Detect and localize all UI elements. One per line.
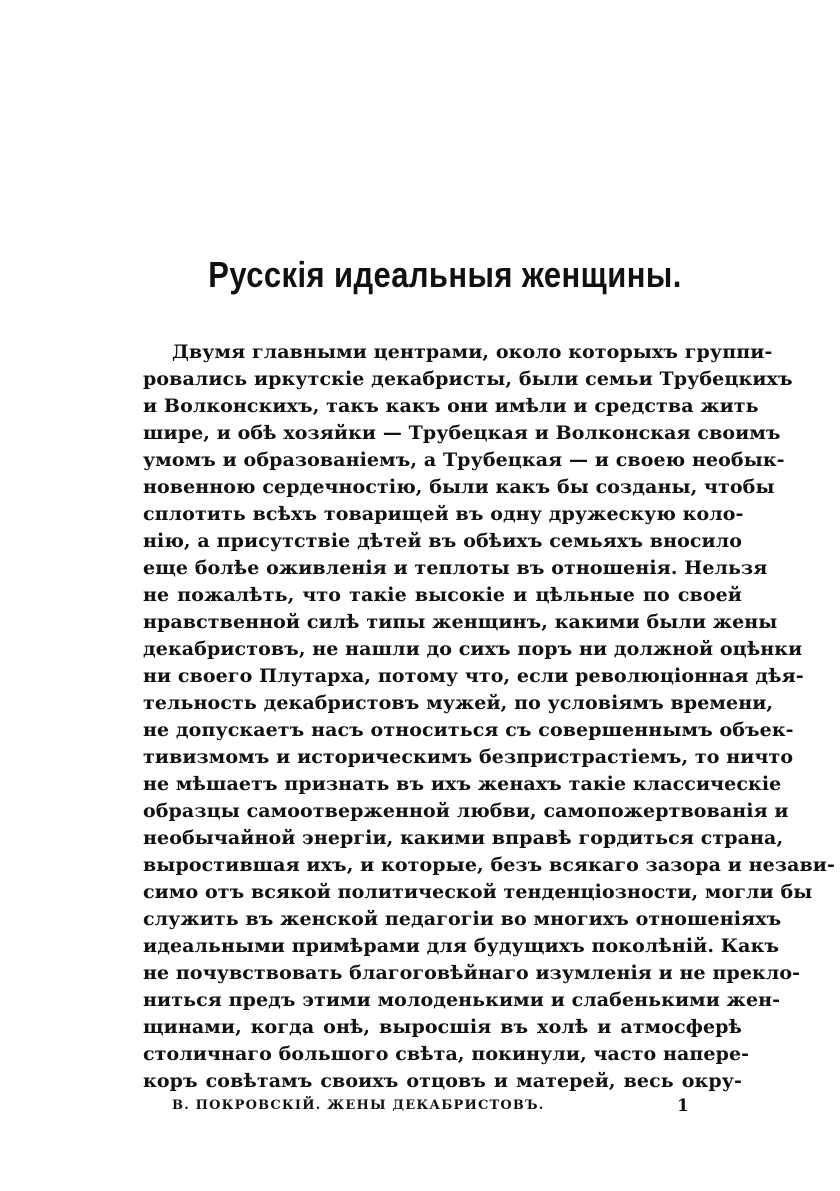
text-line: идеальными примѣрами для будущихъ поколѣній. Какъ [143, 935, 780, 957]
text-line: и Волконскихъ, такъ какъ они имѣли и средства жить [143, 395, 759, 417]
text-line: Двумя главными центрами, около которыхъ группи- [172, 341, 773, 363]
text-line: умомъ и образованіемъ, а Трубецкая — и своею необык- [143, 449, 785, 471]
page-number: 1 [677, 1096, 689, 1116]
text-line: не мѣшаетъ признать въ ихъ женахъ такіе классическіе [143, 773, 782, 795]
page-footer [172, 1098, 692, 1120]
text-line: коръ совѣтамъ своихъ отцовъ и матерей, весь окру- [143, 1070, 742, 1092]
text-line: еще болѣе оживленія и теплоты въ отношенія. Нельзя [143, 557, 768, 579]
footer-signature: В. ПОКРОВСКІЙ. ЖЕНЫ ДЕКАБРИСТОВЪ. [172, 1098, 545, 1113]
text-line: образцы самоотверженной любви, самопожертвованія и [143, 800, 789, 822]
text-line: декабристовъ, не нашли до сихъ поръ ни должной оцѣнки [143, 638, 803, 660]
text-line: сплотить всѣхъ товарищей въ одну дружескую коло- [143, 503, 744, 525]
text-line: тивизмомъ и историческимъ безпристрастіемъ, то ничто [143, 746, 794, 768]
body-text [143, 339, 835, 1095]
text-line: ни своего Плутарха, потому что, если революціонная дѣя- [143, 665, 804, 687]
text-line: щинами, когда онѣ, выросшія въ холѣ и атмосферѣ [143, 1016, 742, 1038]
text-line: служить въ женской педагогіи во многихъ отношеніяхъ [143, 908, 782, 930]
text-line: нравственной силѣ типы женщинъ, какими были жены [143, 611, 778, 633]
text-line: не пожалѣть, что такіе высокіе и цѣльные по своей [143, 584, 742, 606]
text-line: тельность декабристовъ мужей, по условіямъ времени, [143, 692, 774, 714]
text-line: столичнаго большого свѣта, покинули, часто напере- [143, 1043, 750, 1065]
text-line: нію, а присутствіе дѣтей въ обѣихъ семьяхъ вносило [143, 530, 742, 552]
text-line: не допускаетъ насъ относиться съ совершеннымъ объек- [143, 719, 794, 741]
text-line: новенною сердечностію, были какъ бы созданы, чтобы [143, 476, 775, 498]
chapter-title: Русскія идеальныя женщины. [208, 254, 682, 295]
text-line: ниться предъ этими молоденькими и слабенькими жен- [143, 989, 781, 1011]
text-line: симо отъ всякой политической тенденціозности, могли бы [143, 881, 813, 903]
text-line: ровались иркутскіе декабристы, были семьи Трубецкихъ [143, 368, 793, 390]
text-line: выростившая ихъ, и которые, безъ всякаго зазора и незави- [143, 854, 835, 876]
text-line: шире, и обѣ хозяйки — Трубецкая и Волконская своимъ [143, 422, 781, 444]
text-line: необычайной энергіи, какими вправѣ гордиться страна, [143, 827, 784, 849]
text-line: не почувствовать благоговѣйнаго изумленія и не прекло- [143, 962, 801, 984]
